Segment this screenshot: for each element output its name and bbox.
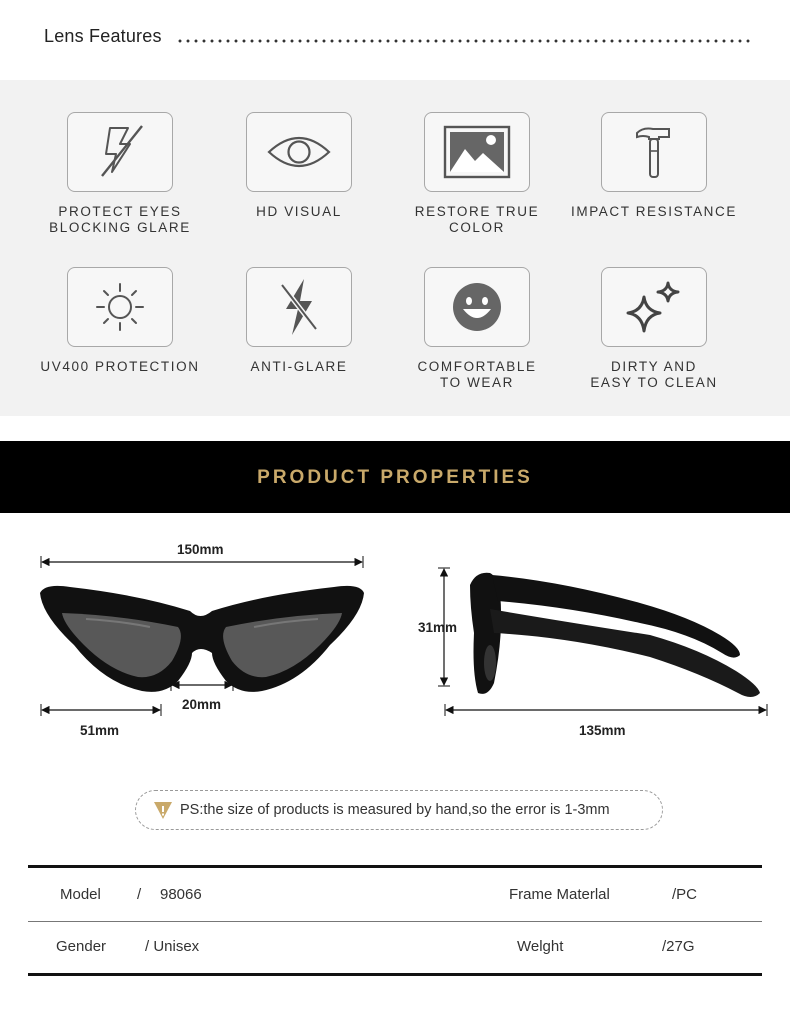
- feature-icon-box: [67, 267, 173, 347]
- feature-protect-eyes: [30, 112, 210, 236]
- feature-icon-box: [601, 112, 707, 192]
- table-top-rule: [28, 865, 762, 868]
- lightning-crossed-icon: [274, 277, 324, 337]
- feature-icon-box: [424, 112, 530, 192]
- bridge-label: 20mm: [182, 697, 222, 712]
- dimensions-area: [0, 513, 790, 783]
- gender-label: Gender: [56, 938, 107, 955]
- table-mid-rule: [28, 921, 762, 922]
- feature-label: IMPACT RESISTANCE: [571, 204, 737, 219]
- model-value: 98066: [160, 886, 202, 903]
- weight-label: Welght: [517, 938, 564, 955]
- feature-comfortable: [387, 267, 567, 391]
- feature-icon-box: [246, 267, 352, 347]
- sparkle-icon: [624, 279, 684, 335]
- model-label: Model: [60, 886, 101, 903]
- weight-value: /27G: [662, 938, 695, 955]
- lens-height-label: 31mm: [418, 620, 458, 635]
- section-title: Lens Features: [44, 26, 162, 46]
- table-bottom-rule: [28, 973, 762, 976]
- features-panel: [0, 80, 790, 416]
- feature-easy-clean: [564, 267, 744, 391]
- feature-icon-box: [246, 112, 352, 192]
- hammer-icon: [629, 123, 679, 181]
- lightning-slash-icon: [90, 122, 150, 182]
- note-text: PS:the size of products is measured by hand,so the error is 1-3mm: [180, 802, 610, 818]
- dimension-drawing: [0, 513, 790, 783]
- band-title: PRODUCT PROPERTIES: [257, 467, 533, 488]
- image-mountain-icon: [443, 125, 511, 179]
- frame-material-label: Frame Materlal: [509, 886, 610, 903]
- eye-icon: [266, 130, 332, 174]
- feature-restore-color: [387, 112, 567, 236]
- feature-hd-visual: [209, 112, 389, 220]
- feature-label: PROTECT EYES BLOCKING GLARE: [49, 204, 191, 235]
- feature-label: UV400 PROTECTION: [40, 359, 200, 374]
- lens-width-label: 51mm: [80, 723, 120, 738]
- smiley-icon: [451, 281, 503, 333]
- total-width-label: 150mm: [177, 542, 224, 557]
- feature-label: RESTORE TRUE COLOR: [414, 204, 540, 235]
- temple-length-label: 135mm: [579, 723, 626, 738]
- model-separator: /: [137, 886, 142, 903]
- gender-value: / Unisex: [145, 938, 200, 955]
- feature-label: ANTI-GLARE: [250, 359, 348, 374]
- sun-icon: [94, 281, 146, 333]
- feature-label: HD VISUAL: [256, 204, 342, 219]
- feature-label: COMFORTABLE TO WEAR: [417, 359, 537, 390]
- sunglasses-side: [470, 573, 760, 697]
- sunglasses-front: [40, 586, 364, 692]
- feature-icon-box: [67, 112, 173, 192]
- product-properties-band: [0, 441, 790, 513]
- feature-icon-box: [424, 267, 530, 347]
- measurement-note: [135, 790, 663, 830]
- dotted-divider: [176, 39, 752, 43]
- feature-label: DIRTY AND EASY TO CLEAN: [590, 359, 718, 390]
- frame-material-value: /PC: [672, 886, 698, 903]
- feature-icon-box: [601, 267, 707, 347]
- feature-impact-resistance: [564, 112, 744, 220]
- feature-anti-glare: [209, 267, 389, 375]
- warning-icon: [152, 799, 174, 821]
- lens-features-header: [0, 0, 790, 80]
- feature-uv400: [30, 267, 210, 375]
